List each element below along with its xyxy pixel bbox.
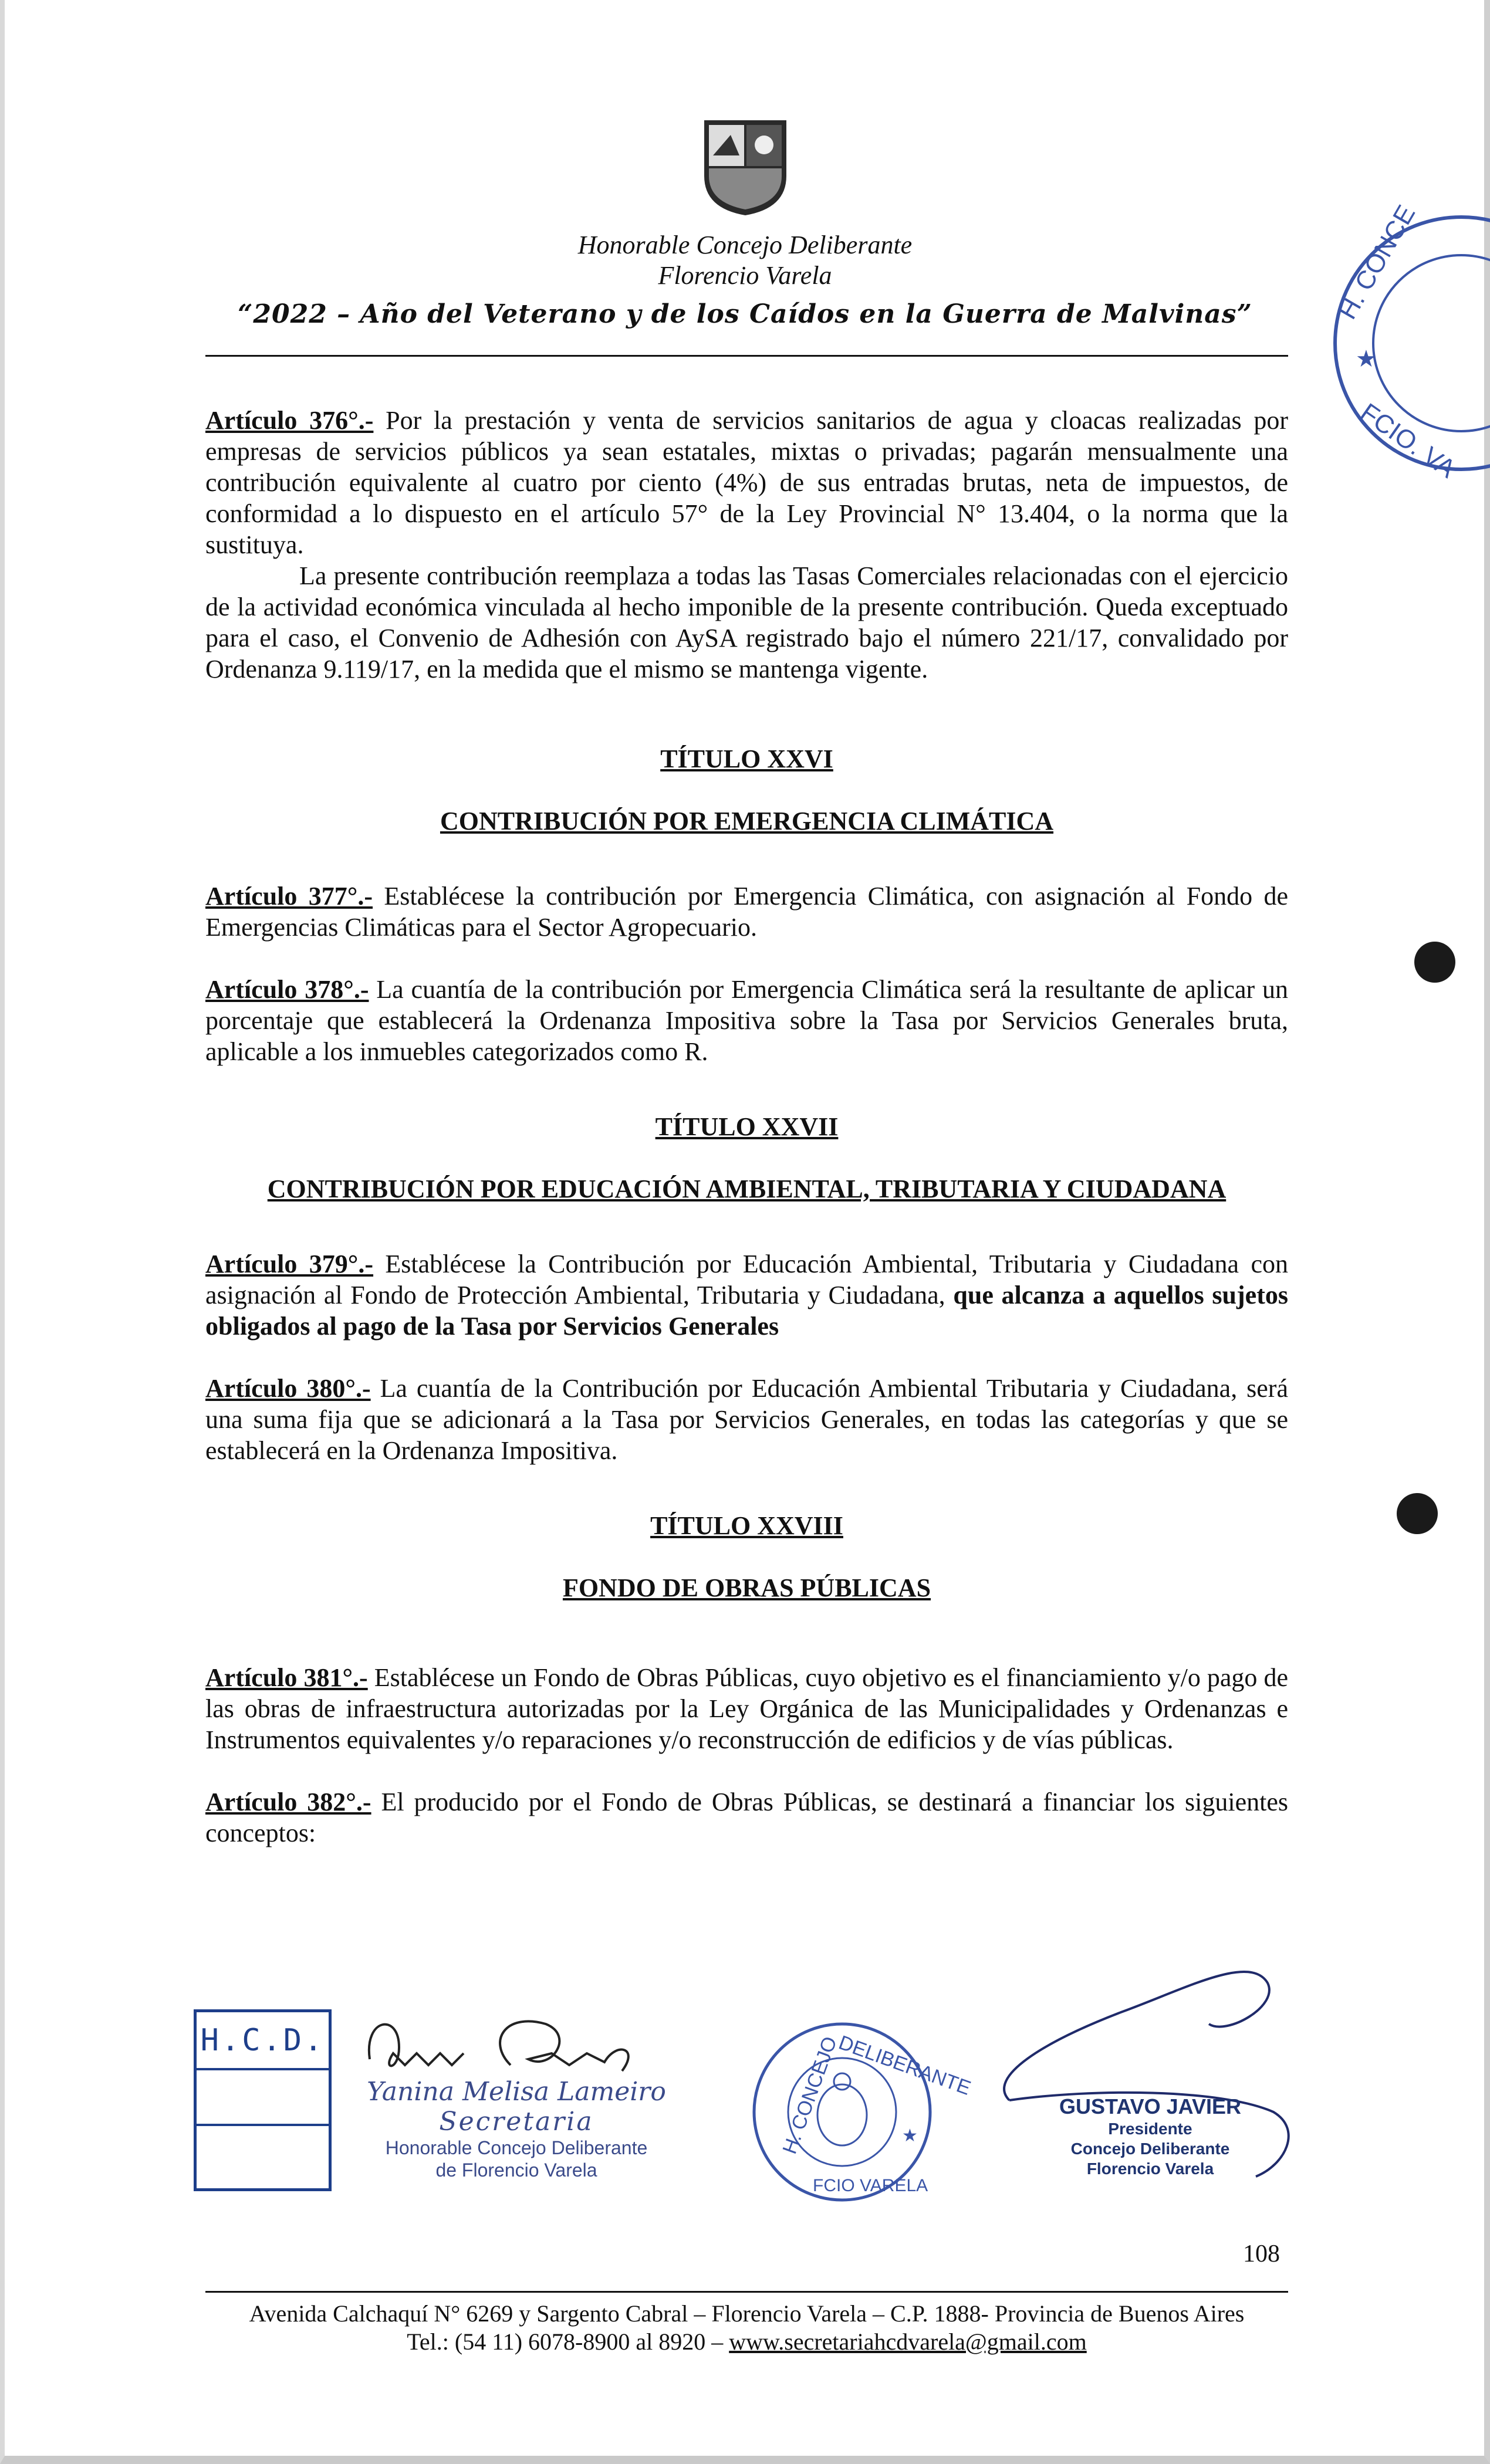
president-stamp: GUSTAVO JAVIER Presidente Concejo Deliberante Florencio Varela	[1059, 2094, 1242, 2178]
footer-rule	[205, 2291, 1288, 2293]
article-381: Artículo 381°.- Establécese un Fondo de Obras Públicas, cuyo objetivo es el financiamiento y/o pago de las obras de infraestructura autorizadas por la Ley Orgánica de las Municipalidades y Ordenanzas e Instrumentos equivalentes y/o reparaciones y/o reconstrucción de edificios y de vías públicas.	[205, 1663, 1289, 1754]
hcd-stamp: H.C.D.	[194, 2009, 332, 2191]
secretary-stamp: Yanina Melisa Lameiro Secretaria Honorable Concejo Deliberante de Florencio Varela	[367, 2077, 666, 2181]
title-xxvii: TÍTULO XXVII	[655, 1112, 839, 1141]
header-rule	[205, 355, 1288, 357]
org-name: Honorable Concejo Deliberante	[577, 231, 913, 259]
article-376-paragraph-2: La presente contribución reemplaza a todas las Tasas Comerciales relacionadas con el ejercicio de la actividad económica vinculada al hecho imponible de la presente contribución. Queda exceptuado para el caso, el Convenio de Adhesión con AySA registrado bajo el número 221/17, convalidado por Ordenanza 9.119/17, en la medida que el mismo se mantenga vigente.	[205, 561, 1288, 683]
municipal-crest-icon	[698, 114, 792, 217]
org-city: Florencio Varela	[658, 261, 832, 290]
article-377: Artículo 377°.- Establécese la contribución por Emergencia Climática, con asignación al Fondo de Emergencias Climáticas para el Sector Agropecuario.	[205, 882, 1289, 942]
article-378: Artículo 378°.- La cuantía de la contribución por Emergencia Climática será la resultante de aplicar un porcentaje que establecerá la Ordenanza Impositiva sobre la Tasa por Servicios Generales bruta, aplicable a los inmuebles categorizados como R.	[205, 975, 1289, 1066]
svg-text:H. CONCE: H. CONCE	[1333, 200, 1421, 324]
page-number: 108	[1243, 2240, 1280, 2267]
round-council-seal-icon	[748, 2018, 974, 2206]
title-xxviii-name: FONDO DE OBRAS PÚBLICAS	[562, 1573, 931, 1602]
footer	[205, 2300, 1288, 2356]
year-motto: “2022 – Año del Veterano y de los Caídos en la Guerra de Malvinas”	[238, 299, 1252, 329]
svg-text:H. CONCEJO: H. CONCEJO	[778, 2033, 842, 2157]
article-382: Artículo 382°.- El producido por el Fondo de Obras Públicas, se destinará a financiar los siguientes conceptos:	[205, 1788, 1288, 1847]
footer-contact: Tel.: (54 11) 6078-8900 al 8920 – www.secretariahcdvarela@gmail.com	[407, 2328, 1087, 2355]
title-xxvi-name: CONTRIBUCIÓN POR EMERGENCIA CLIMÁTICA	[440, 807, 1054, 835]
svg-text:FCIO VARELA: FCIO VARELA	[813, 2176, 928, 2195]
svg-text:★: ★	[902, 2126, 918, 2145]
hole-punch	[1414, 942, 1455, 983]
svg-text:FCIO. VA: FCIO. VA	[1355, 398, 1461, 484]
footer-address: Avenida Calchaquí N° 6269 y Sargento Cabral – Florencio Varela – C.P. 1888- Provincia de Buenos Aires	[249, 2300, 1245, 2327]
letterhead	[0, 114, 1490, 331]
svg-text:★: ★	[1356, 346, 1377, 372]
title-xxvii-name: CONTRIBUCIÓN POR EDUCACIÓN AMBIENTAL, TRIBUTARIA Y CIUDADANA	[267, 1175, 1227, 1203]
article-380: Artículo 380°.- La cuantía de la Contribución por Educación Ambiental Tributaria y Ciudadana, será una suma fija que se adicionará a la Tasa por Servicios Generales, en todas las categorías y que se establecerá en la Ordenanza Impositiva.	[205, 1374, 1288, 1465]
footer-email-link[interactable]: www.secretariahcdvarela@gmail.com	[729, 2328, 1087, 2355]
article-376: Artículo 376°.- Por la prestación y venta de servicios sanitarios de agua y cloacas realizadas por empresas de servicios públicos ya sean estatales, mixtas o privadas; pagarán mensualmente una contribución equivalente al cuatro por ciento (4%) de sus entradas brutas, neta de impuestos, de conformidad a lo dispuesto en el artículo 57° de la Ley Provincial N° 13.404, o la norma que la sustituya.	[205, 406, 1288, 559]
document-body	[205, 405, 1288, 1849]
title-xxviii: TÍTULO XXVIII	[650, 1511, 843, 1540]
svg-text:DELIBERANTE: DELIBERANTE	[836, 2031, 974, 2100]
council-seal-icon	[1323, 200, 1490, 484]
hole-punch	[1397, 1493, 1438, 1534]
article-379: Artículo 379°.- Establécese la Contribución por Educación Ambiental, Tributaria y Ciudadana con asignación al Fondo de Protección Ambiental, Tributaria y Ciudadana, que alcanza a aquellos sujetos obligados al pago de la Tasa por Servicios Generales	[205, 1250, 1288, 1341]
title-xxvi: TÍTULO XXVI	[660, 744, 833, 773]
secretary-signature-icon	[358, 2006, 687, 2089]
